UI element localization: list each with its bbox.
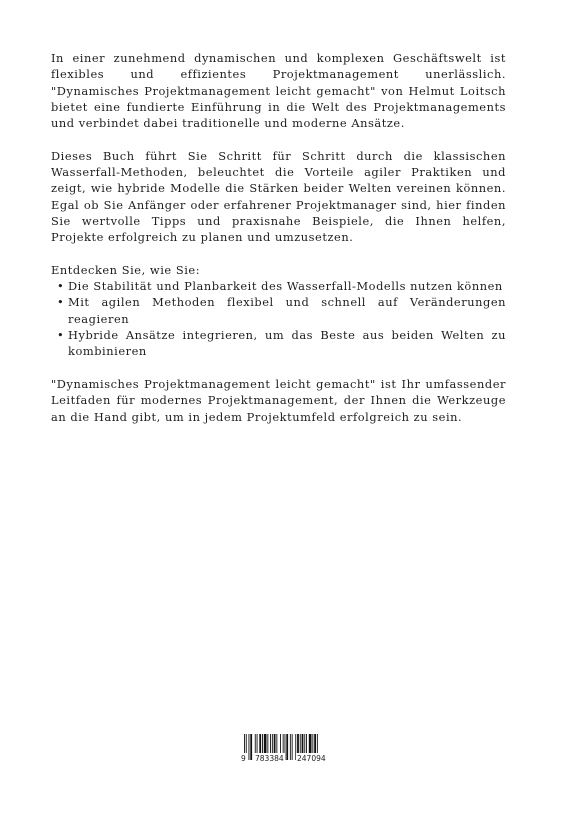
intro-paragraph: In einer zunehmend dynamischen und komplexen Geschäftswelt ist flexibles und effizientes Projektmanagement unerlässlich. "Dynamisches Projektmanagement leicht gemacht" von Helmut Loitsch bietet eine fundierte Einführung in die Welt des Projektmanagements und verbindet dabei traditionelle und moderne Ansätze. [51,51,506,131]
barcode-left-group: 783384 [255,754,284,763]
bullet-icon: • [57,279,65,294]
list-item [51,294,506,327]
benefits-list [51,278,506,359]
blurb-text [51,50,506,441]
description-paragraph: Dieses Buch führt Sie Schritt für Schritt durch die klassischen Wasserfall-Methoden, beleuchtet die Vorteile agiler Praktiken und zeigt, wie hybride Modelle die Stärken beider Welten vereinen können. Egal ob Sie Anfänger oder erfahrener Projektmanager sind, hier finden Sie wertvolle Tipps und praxisnahe Beispiele, die Ihnen helfen, Projekte erfolgreich zu planen und umzusetzen. [51,148,506,245]
list-item-text: Mit agilen Methoden flexibel und schnell auf Veränderungen reagieren [68,295,506,326]
list-item-text: Hybride Ansätze integrieren, um das Beste aus beiden Welten zu kombinieren [68,328,506,359]
list-intro: Entdecken Sie, wie Sie: [51,262,201,277]
barcode-prefix: 9 [241,754,246,763]
bullet-icon: • [57,328,65,343]
list-item-text: Die Stabilität und Planbarkeit des Wasserfall-Modells nutzen können [68,279,503,294]
closing-paragraph: "Dynamisches Projektmanagement leicht gemacht" ist Ihr umfassender Leitfaden für modernes Projektmanagement, der Ihnen die Werkzeuge an die Hand gibt, um in jedem Projektumfeld erfolgreich zu sein. [51,376,506,424]
list-item [51,278,506,294]
barcode-right-group: 247094 [297,754,326,763]
barcode-digits [238,753,336,765]
bullet-icon: • [57,295,65,310]
list-item [51,327,506,360]
